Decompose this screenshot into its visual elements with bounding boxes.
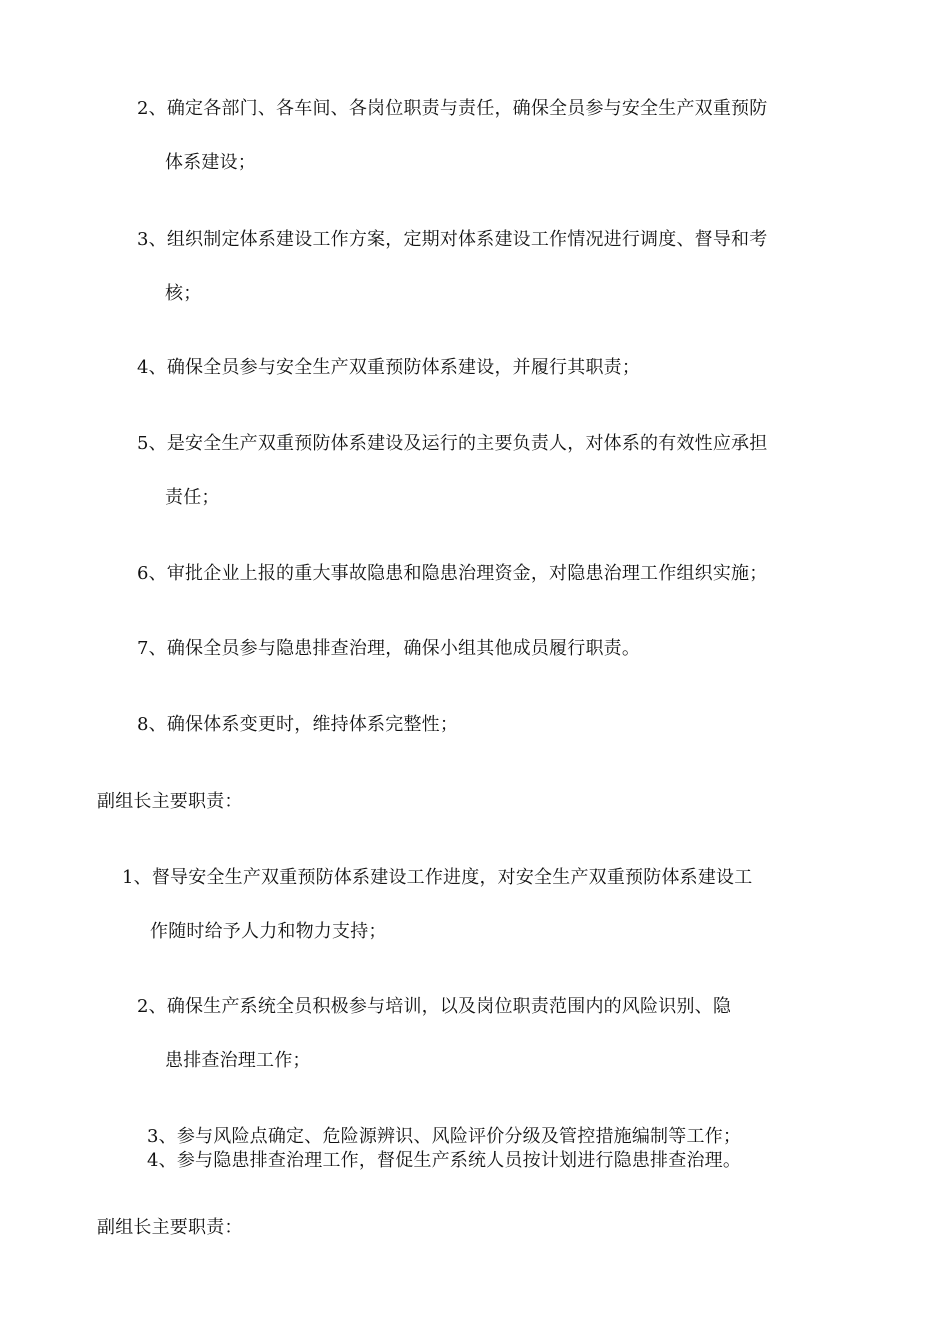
deputy-item-2-line-1: 2、确保生产系统全员积极参与培训，以及岗位职责范围内的风险识别、隐 — [137, 996, 732, 1017]
leader-item-8-line-1: 8、确保体系变更时，维持体系完整性； — [137, 714, 459, 735]
deputy-item-2-line-2: 患排查治理工作； — [165, 1050, 311, 1071]
deputy-item-4-line-1: 4、参与隐患排查治理工作，督促生产系统人员按计划进行隐患排查治理。 — [147, 1150, 742, 1171]
leader-item-4-line-1: 4、确保全员参与安全生产双重预防体系建设，并履行其职责； — [137, 357, 641, 378]
leader-item-7-line-1: 7、确保全员参与隐患排查治理，确保小组其他成员履行职责。 — [137, 638, 641, 659]
leader-item-2-line-1: 2、确定各部门、各车间、各岗位职责与责任，确保全员参与安全生产双重预防 — [137, 98, 768, 119]
leader-item-3-line-2: 核； — [165, 283, 202, 304]
leader-item-5-line-1: 5、是安全生产双重预防体系建设及运行的主要负责人，对体系的有效性应承担 — [137, 433, 768, 454]
leader-item-6-line-1: 6、审批企业上报的重大事故隐患和隐患治理资金，对隐患治理工作组织实施； — [137, 563, 768, 584]
deputy-item-1-line-2: 作随时给予人力和物力支持； — [150, 921, 387, 942]
deputy-heading-2: 副组长主要职责： — [97, 1217, 243, 1238]
leader-item-2-line-2: 体系建设； — [165, 152, 256, 173]
deputy-heading-1: 副组长主要职责： — [97, 791, 243, 812]
deputy-item-3-line-1: 3、参与风险点确定、危险源辨识、风险评价分级及管控措施编制等工作； — [147, 1126, 742, 1147]
leader-item-5-line-2: 责任； — [165, 487, 220, 508]
deputy-item-1-line-1: 1、督导安全生产双重预防体系建设工作进度，对安全生产双重预防体系建设工 — [122, 867, 753, 888]
leader-item-3-line-1: 3、组织制定体系建设工作方案，定期对体系建设工作情况进行调度、督导和考 — [137, 229, 768, 250]
